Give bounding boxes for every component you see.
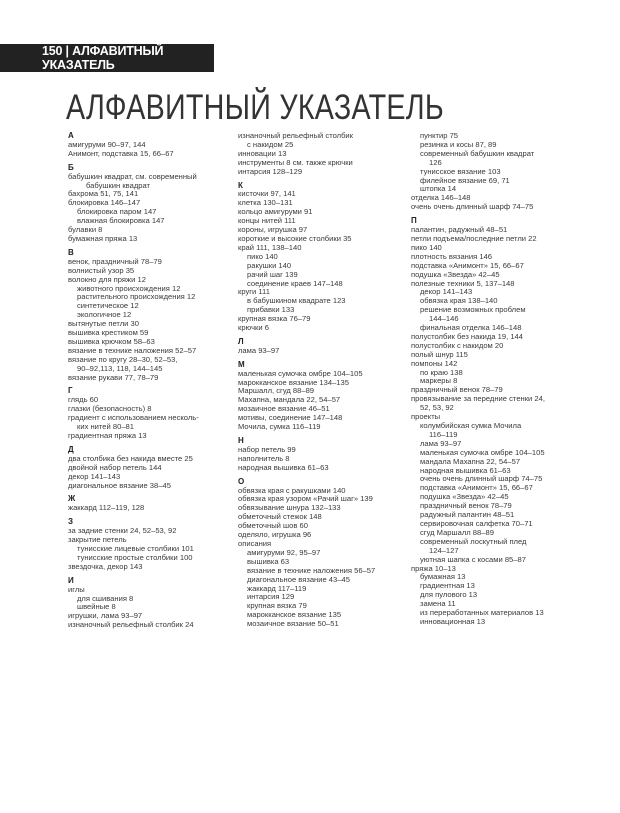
index-subentry: 90–92,113, 118, 144–145 (77, 363, 163, 373)
index-subentry: интарсия 129 (247, 592, 295, 602)
index-entry: оделяло, игрушка 96 (238, 530, 312, 540)
index-subentry: резинка и косы 87, 89 (420, 139, 497, 149)
index-entry: петли подъема/последние петли 22 (411, 233, 537, 243)
index-subentry: вязание в технике наложения 56–57 (247, 565, 376, 575)
index-letter-heading: З (68, 517, 74, 527)
index-subentry: решение возможных проблем (420, 305, 526, 315)
index-entry: диагональное вязание 38–45 (68, 480, 171, 490)
index-subentry: маленькая сумочка омбре 104–105 (420, 447, 545, 457)
index-subentry: ких нитей 80–81 (77, 422, 134, 432)
index-subentry: финальная отделка 146–148 (420, 323, 522, 333)
index-entry: два столбика без накида вместе 25 (68, 453, 193, 463)
index-letter-heading: Д (68, 444, 74, 454)
index-subentry: ракушки 140 (247, 260, 292, 270)
index-letter-heading: К (238, 180, 243, 190)
index-subentry: крупная вязка 79 (247, 601, 307, 611)
index-subentry: маркеры 8 (420, 376, 458, 386)
running-header: 150 | АЛФАВИТНЫЙ УКАЗАТЕЛЬ (42, 44, 164, 72)
index-letter-heading: М (238, 359, 245, 369)
index-subentry: праздничный венок 78–79 (420, 501, 512, 511)
index-entry: пико 140 (411, 242, 442, 252)
index-entry: обвязка края с ракушками 140 (238, 485, 346, 495)
header-bar (0, 44, 214, 72)
index-entry: инновации 13 (238, 148, 287, 158)
index-subentry: современный лоскутный плед (420, 536, 527, 546)
index-entry: подушка «Звезда» 42–45 (411, 269, 500, 279)
index-subentry: современный бабушкин квадрат (420, 148, 535, 158)
index-subentry: подушка «Звезда» 42–45 (420, 492, 509, 502)
index-subentry: замена 11 (420, 599, 456, 609)
index-entry: очень очень длинный шарф 74–75 (411, 202, 534, 212)
index-subentry: радужный палантин 48–51 (420, 510, 515, 520)
index-entry: плотность вязания 146 (411, 251, 493, 261)
index-entry: игрушки, лама 93–97 (68, 611, 143, 621)
index-subentry: с накидом 25 (247, 139, 294, 149)
index-entry: глазки (безопасность) 8 (68, 404, 152, 414)
index-entry: булавки 8 (68, 225, 103, 235)
index-subentry: градиентная 13 (420, 581, 475, 591)
index-entry: мозаичное вязание 46–51 (238, 404, 330, 414)
index-entry: венок, праздничный 78–79 (68, 256, 162, 266)
index-subentry: по краю 138 (420, 367, 463, 377)
index-entry: вязание в технике наложения 52–57 (68, 345, 197, 355)
index-entry: провязывание за передние стенки 24, (411, 394, 545, 404)
index-entry: крючки 6 (238, 323, 269, 333)
index-entry: круги 111 (238, 287, 270, 297)
index-column-2 (238, 132, 414, 629)
index-entry: мотивы, соединение 147–148 (238, 413, 343, 423)
index-entry: интарсия 128–129 (238, 166, 303, 176)
index-entry: обметочный стежок 148 (238, 512, 322, 522)
index-entry: Махапна, мандала 22, 54–57 (238, 395, 341, 405)
index-entry: амигуруми 90–97, 144 (68, 139, 146, 149)
index-subentry: народная вышивка 61–63 (420, 465, 511, 475)
index-continuation: бабушкин квадрат (86, 180, 151, 190)
index-entry: Маршалл, сгуд 88–89 (238, 386, 315, 396)
index-subentry: тунисское вязание 103 (420, 166, 501, 176)
index-entry: бабушкин квадрат, см. современный (68, 171, 197, 181)
index-entry: градиент с использованием несколь- (68, 413, 199, 423)
index-entry: двойной набор петель 144 (68, 462, 162, 472)
index-subentry: диагональное вязание 43–45 (247, 574, 350, 584)
index-entry: маленькая сумочка омбре 104–105 (238, 368, 363, 378)
index-letter-heading: Б (68, 162, 74, 172)
index-entry: инструменты 8 см. также крючки (238, 157, 353, 167)
index-entry: изнаночный рельефный столбик (238, 131, 353, 140)
index-entry: отделка 146–148 (411, 193, 471, 203)
index-subentry: пико 140 (247, 251, 278, 261)
index-subentry: бумажная 13 (420, 572, 466, 582)
index-entry: бумажная пряжа 13 (68, 233, 138, 243)
index-subentry: мандала Махапна 22, 54–57 (420, 456, 521, 466)
index-subentry: очень очень длинный шарф 74–75 (420, 474, 543, 484)
index-entry: за задние стенки 24, 52–53, 92 (68, 526, 177, 536)
index-column-1 (68, 132, 244, 630)
index-subentry: инновационная 13 (420, 616, 486, 626)
index-entry: лама 93–97 (238, 345, 280, 355)
index-letter-heading: Л (238, 336, 244, 346)
index-subentry: растительного происхождения 12 (77, 292, 196, 302)
index-letter-heading: И (68, 575, 74, 585)
index-entry: клетка 130–131 (238, 198, 293, 208)
index-continuation: 144–146 (429, 314, 459, 324)
index-subentry: прибавки 133 (247, 305, 295, 315)
index-subentry: влажная блокировка 147 (77, 216, 165, 226)
index-entry: кольцо амигуруми 91 (238, 207, 313, 217)
index-entry: подставка «Анимонт» 15, 66–67 (411, 260, 524, 270)
index-letter-heading: А (68, 131, 74, 140)
index-subentry: лама 93–97 (420, 438, 462, 448)
index-subentry: экологичное 12 (77, 310, 132, 320)
index-subentry: швейные 8 (77, 602, 116, 612)
index-entry: народная вышивка 61–63 (238, 462, 329, 472)
index-entry: обвязка края узором «Рачий шаг» 139 (238, 494, 373, 504)
index-subentry: соединение краев 147–148 (247, 278, 343, 288)
index-subentry: тунисские простые столбики 100 (77, 552, 193, 562)
index-subentry: подставка «Анимонт» 15, 66–67 (420, 483, 533, 493)
index-letter-heading: В (68, 247, 74, 257)
index-entry: иглы (68, 584, 85, 594)
index-entry: декор 141–143 (68, 471, 121, 481)
index-subentry: пунктир 75 (420, 131, 459, 140)
index-letter-heading: Н (238, 436, 244, 445)
index-entry: закрытие петель (68, 535, 127, 545)
index-entry: звездочка, декор 143 (68, 561, 143, 571)
index-entry: пряжа 10–13 (411, 563, 456, 573)
index-subentry: штопка 14 (420, 184, 457, 194)
index-entry: край 111, 138–140 (238, 242, 302, 252)
index-entry: вышивка крючком 58–63 (68, 336, 155, 346)
index-entry: полезные техники 5, 137–148 (411, 278, 515, 288)
index-entry: помпоны 142 (411, 358, 458, 368)
index-entry: короны, игрушка 97 (238, 225, 308, 235)
index-entry: короткие и высокие столбики 35 (238, 233, 352, 243)
index-subentry: для пулового 13 (420, 590, 478, 600)
index-entry: наполнитель 8 (238, 453, 290, 463)
page-title: АЛФАВИТНЫЙ УКАЗАТЕЛЬ (66, 88, 444, 127)
index-entry: бахрома 51, 75, 141 (68, 189, 139, 199)
index-subentry: филейное вязание 69, 71 (420, 175, 510, 185)
index-entry: набор петель 99 (238, 444, 296, 454)
index-entry: волнистый узор 35 (68, 265, 135, 275)
index-entry: полый шнур 115 (411, 349, 468, 359)
index-entry: кисточки 97, 141 (238, 189, 296, 199)
index-entry: Мочила, сумка 116–119 (238, 422, 321, 432)
index-subentry: амигуруми 92, 95–97 (247, 547, 321, 557)
index-entry: праздничный венок 78–79 (411, 385, 503, 395)
index-entry: концы нитей 111 (238, 216, 296, 226)
index-entry: крупная вязка 76–79 (238, 314, 311, 324)
index-entry: вязание рукави 77, 78–79 (68, 372, 159, 382)
index-entry: вытянутые петли 30 (68, 319, 139, 329)
index-subentry: уютная шапка с косами 85–87 (420, 554, 526, 564)
index-entry: вязание по кругу 28–30, 52–53, (68, 354, 178, 364)
index-entry: изнаночный рельефный столбик 24 (68, 620, 194, 630)
index-entry: вышивка крестиком 59 (68, 328, 149, 338)
index-entry: градиентная пряжа 13 (68, 431, 147, 440)
index-subentry: 52, 53, 92 (420, 403, 454, 413)
index-subentry: декор 141–143 (420, 287, 473, 297)
index-subentry: сгуд Маршалл 88–89 (420, 527, 494, 537)
index-entry: описания (238, 538, 272, 548)
index-subentry: рачий шаг 139 (247, 269, 298, 279)
index-subentry: колумбийская сумка Мочила (420, 421, 522, 430)
index-letter-heading: О (238, 476, 245, 486)
index-subentry: блокировка паром 147 (77, 207, 157, 217)
index-subentry: обвязка края 138–140 (420, 296, 498, 306)
index-entry: жаккард 112–119, 128 (68, 503, 145, 513)
index-entry: обметочный шов 60 (238, 521, 308, 531)
index-letter-heading: Ж (68, 494, 76, 504)
index-subentry: сервировочная салфетка 70–71 (420, 518, 533, 528)
index-entry: проекты (411, 412, 441, 422)
index-entry: полустолбик без накида 19, 144 (411, 331, 524, 341)
index-entry: обвязывание шнура 132–133 (238, 503, 341, 513)
index-subentry: тунисские лицевые столбики 101 (77, 543, 194, 553)
index-continuation: 124–127 (429, 545, 459, 555)
index-subentry: мозаичное вязание 50–51 (247, 619, 339, 629)
index-entry: полустолбик с накидом 20 (411, 340, 504, 350)
index-entry: марокканское вязание 134–135 (238, 377, 349, 387)
index-subentry: марокканское вязание 135 (247, 610, 342, 620)
index-subentry: для сшивания 8 (77, 593, 134, 603)
index-subentry: животного происхождения 12 (77, 283, 181, 293)
index-continuation: 126 (429, 157, 442, 167)
index-entry: блокировка 146–147 (68, 198, 141, 208)
index-subentry: жаккард 117–119 (247, 583, 307, 593)
index-subentry: в бабушкином квадрате 123 (247, 296, 346, 306)
index-subentry: вышивка 63 (247, 556, 290, 566)
index-continuation: 116–119 (429, 429, 458, 439)
index-subentry: из переработанных материалов 13 (420, 608, 544, 618)
index-subentry: синтетическое 12 (77, 301, 139, 311)
index-column-3 (411, 132, 587, 627)
index-entry: палантин, радужный 48–51 (411, 225, 508, 235)
index-letter-heading: П (411, 216, 417, 226)
index-entry: волокно для пряжи 12 (68, 274, 146, 284)
index-entry: глядь 60 (68, 395, 99, 405)
index-letter-heading: Г (68, 386, 73, 396)
index-entry: Анимонт, подставка 15, 66–67 (68, 148, 174, 158)
